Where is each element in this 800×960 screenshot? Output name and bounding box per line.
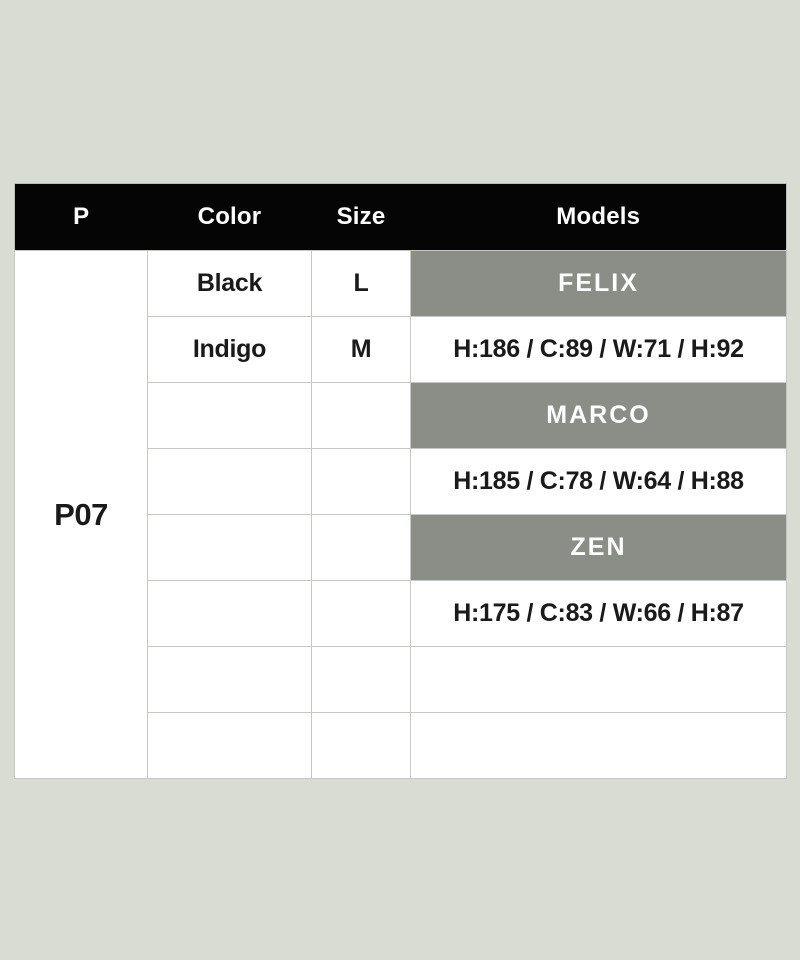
table-row (15, 251, 787, 317)
color-cell (148, 515, 312, 581)
color-cell (148, 581, 312, 647)
size-cell (312, 449, 411, 515)
size-cell: M (312, 317, 411, 383)
color-cell: Indigo (148, 317, 312, 383)
size-cell (312, 515, 411, 581)
spec-table (14, 183, 787, 779)
spec-table-container (14, 183, 786, 775)
header-cell-color: Color (148, 184, 312, 251)
header-cell-size: Size (312, 184, 411, 251)
color-cell (148, 647, 312, 713)
size-cell (312, 713, 411, 779)
color-cell (148, 713, 312, 779)
size-cell (312, 581, 411, 647)
header-cell-models: Models (411, 184, 787, 251)
model-name-cell: FELIX (411, 251, 787, 317)
header-cell-p: P (15, 184, 148, 251)
product-id-cell: P07 (15, 251, 148, 779)
model-empty-cell (411, 647, 787, 713)
header-row (15, 184, 787, 251)
size-cell (312, 383, 411, 449)
color-cell: Black (148, 251, 312, 317)
color-cell (148, 383, 312, 449)
model-empty-cell (411, 713, 787, 779)
size-cell: L (312, 251, 411, 317)
model-specs-cell: H:186 / C:89 / W:71 / H:92 (411, 317, 787, 383)
size-cell (312, 647, 411, 713)
model-name-cell: ZEN (411, 515, 787, 581)
color-cell (148, 449, 312, 515)
model-specs-cell: H:185 / C:78 / W:64 / H:88 (411, 449, 787, 515)
model-specs-cell: H:175 / C:83 / W:66 / H:87 (411, 581, 787, 647)
model-name-cell: MARCO (411, 383, 787, 449)
